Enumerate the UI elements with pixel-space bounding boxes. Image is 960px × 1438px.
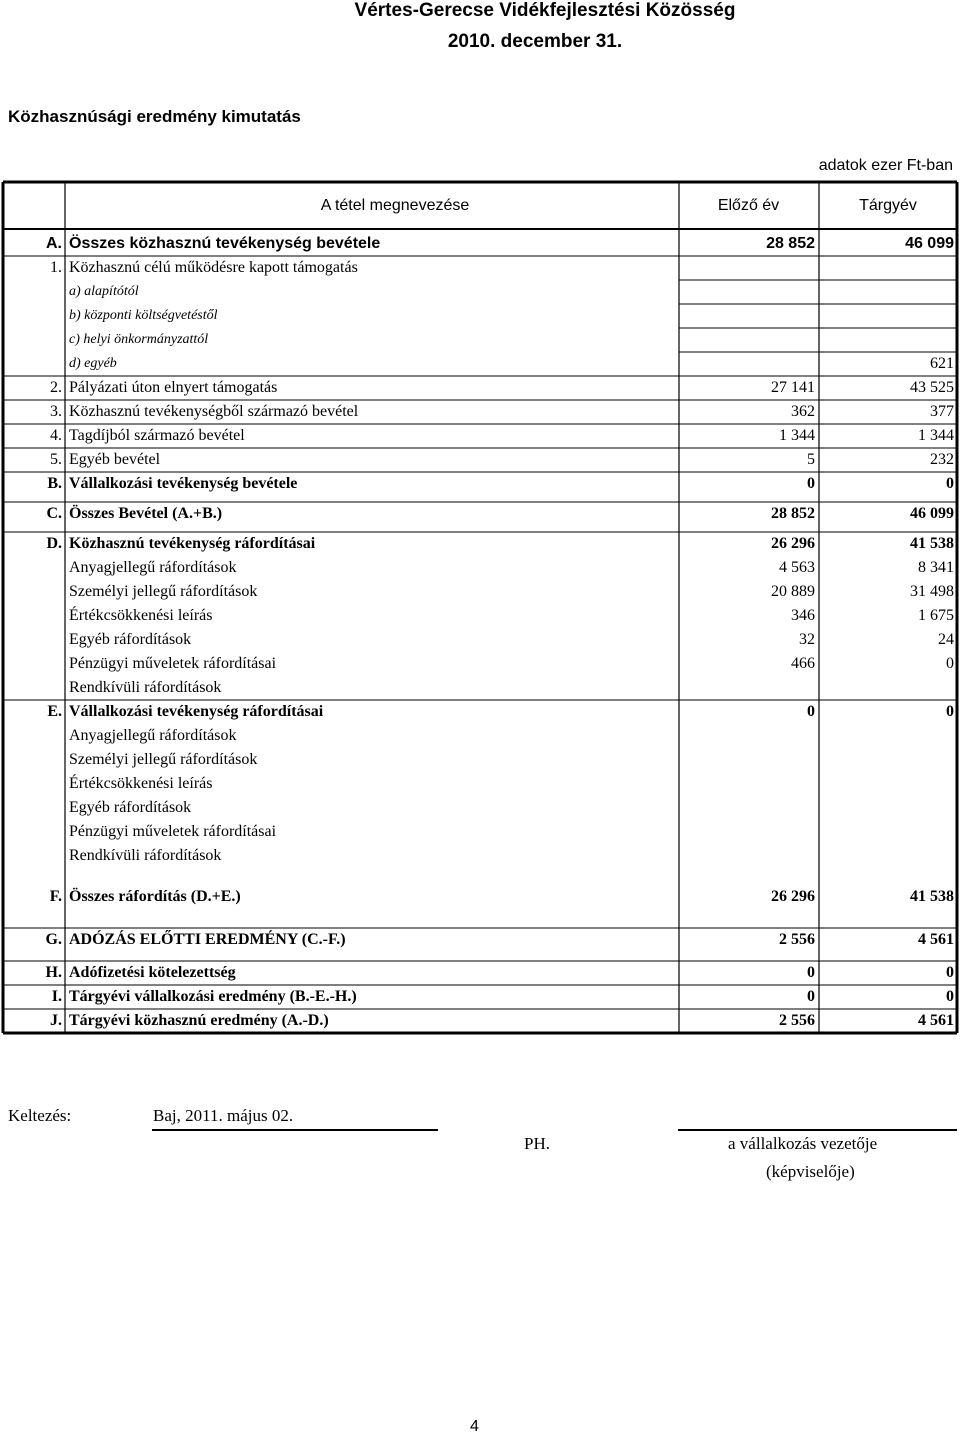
table-row bbox=[0, 424, 960, 448]
row-prev-year-value: 27 141 bbox=[771, 379, 815, 396]
table-row bbox=[0, 532, 960, 556]
row-label: c) helyi önkormányzattól bbox=[69, 332, 209, 347]
table-row bbox=[0, 724, 960, 748]
column-header-current-year: Tárgyév bbox=[859, 197, 917, 214]
column-header-prev-year: Előző év bbox=[717, 197, 780, 214]
row-label: Pályázati úton elnyert támogatás bbox=[69, 379, 278, 396]
row-label: Közhasznú célú működésre kapott támogatás bbox=[69, 259, 358, 276]
table-row bbox=[0, 676, 960, 700]
row-current-year-value: 1 675 bbox=[918, 607, 954, 624]
row-prev-year-value: 0 bbox=[807, 703, 815, 720]
table-row bbox=[0, 1009, 960, 1033]
row-prev-year-value: 0 bbox=[807, 964, 815, 981]
row-label: Személyi jellegű ráfordítások bbox=[69, 751, 258, 768]
row-label: ADÓZÁS ELŐTTI EREDMÉNY (C.-F.) bbox=[69, 931, 346, 948]
table-row bbox=[0, 885, 960, 909]
table-row bbox=[0, 796, 960, 820]
table-row bbox=[0, 580, 960, 604]
table-row bbox=[0, 448, 960, 472]
table-row bbox=[0, 628, 960, 652]
row-code: G. bbox=[45, 931, 62, 948]
row-prev-year-value: 0 bbox=[807, 988, 815, 1005]
row-label: Személyi jellegű ráfordítások bbox=[69, 583, 258, 600]
row-current-year-value: 41 538 bbox=[910, 535, 954, 552]
row-prev-year-value: 346 bbox=[791, 607, 815, 624]
row-current-year-value: 377 bbox=[930, 403, 954, 420]
table-row bbox=[0, 844, 960, 868]
row-current-year-value: 1 344 bbox=[918, 427, 954, 444]
row-label: Közhasznú tevékenység ráfordításai bbox=[69, 535, 316, 552]
unit-note: adatok ezer Ft-ban bbox=[818, 157, 953, 174]
row-current-year-value: 46 099 bbox=[905, 235, 954, 252]
row-code: 1. bbox=[50, 259, 62, 276]
row-label: b) központi költségvetéstől bbox=[69, 308, 218, 323]
table-row bbox=[0, 985, 960, 1009]
table-row bbox=[0, 232, 960, 256]
table-row bbox=[0, 820, 960, 844]
row-label: Rendkívüli ráfordítások bbox=[69, 847, 222, 864]
table-row bbox=[0, 928, 960, 952]
row-label: Vállalkozási tevékenység ráfordításai bbox=[69, 703, 324, 720]
table-row bbox=[0, 502, 960, 526]
row-prev-year-value: 2 556 bbox=[779, 931, 815, 948]
row-label: d) egyéb bbox=[69, 356, 117, 371]
row-prev-year-value: 26 296 bbox=[771, 888, 815, 905]
organization-name: Vértes-Gerecse Vidékfejlesztési Közösség bbox=[354, 0, 736, 21]
row-label: Anyagjellegű ráfordítások bbox=[69, 559, 237, 576]
table-row bbox=[0, 700, 960, 724]
signer-title: a vállalkozás vezetője bbox=[728, 1134, 878, 1153]
table-row bbox=[0, 376, 960, 400]
row-code: 4. bbox=[50, 427, 62, 444]
row-prev-year-value: 32 bbox=[799, 631, 815, 648]
row-label: Értékcsökkenési leírás bbox=[69, 775, 213, 792]
document-title: Közhasznúsági eredmény kimutatás bbox=[8, 107, 301, 126]
row-label: Egyéb ráfordítások bbox=[69, 631, 192, 648]
row-code: J. bbox=[50, 1012, 62, 1029]
page-number: 4 bbox=[470, 1418, 479, 1435]
table-row bbox=[0, 748, 960, 772]
row-code: 2. bbox=[50, 379, 62, 396]
row-prev-year-value: 28 852 bbox=[771, 505, 815, 522]
row-code: 3. bbox=[50, 403, 62, 420]
row-label: a) alapítótól bbox=[69, 284, 139, 299]
row-current-year-value: 43 525 bbox=[910, 379, 954, 396]
date-label: Keltezés: bbox=[8, 1106, 72, 1125]
row-current-year-value: 232 bbox=[930, 451, 954, 468]
row-current-year-value: 4 561 bbox=[918, 931, 954, 948]
row-prev-year-value: 4 563 bbox=[779, 559, 815, 576]
row-current-year-value: 4 561 bbox=[918, 1012, 954, 1029]
row-label: Tárgyévi közhasznú eredmény (A.-D.) bbox=[69, 1012, 329, 1029]
row-code: B. bbox=[47, 475, 62, 492]
row-label: Tárgyévi vállalkozási eredmény (B.-E.-H.) bbox=[69, 988, 357, 1005]
row-label: Összes Bevétel (A.+B.) bbox=[69, 505, 223, 522]
row-current-year-value: 0 bbox=[946, 475, 954, 492]
row-code: E. bbox=[47, 703, 62, 720]
row-label: Pénzügyi műveletek ráfordításai bbox=[69, 823, 277, 840]
row-prev-year-value: 1 344 bbox=[779, 427, 815, 444]
row-code: H. bbox=[45, 964, 62, 981]
row-code: I. bbox=[51, 988, 62, 1005]
stamp-mark: PH. bbox=[524, 1134, 550, 1153]
table-row bbox=[0, 352, 960, 376]
row-current-year-value: 41 538 bbox=[910, 888, 954, 905]
row-label: Összes közhasznú tevékenység bevétele bbox=[69, 235, 381, 252]
row-label: Összes ráfordítás (D.+E.) bbox=[69, 888, 241, 905]
row-current-year-value: 0 bbox=[946, 988, 954, 1005]
report-date: 2010. december 31. bbox=[447, 31, 623, 52]
row-current-year-value: 621 bbox=[930, 355, 954, 372]
table-row bbox=[0, 400, 960, 424]
table-row bbox=[0, 604, 960, 628]
row-label: Pénzügyi műveletek ráfordításai bbox=[69, 655, 277, 672]
row-label: Adófizetési kötelezettség bbox=[69, 964, 236, 981]
row-code: F. bbox=[49, 888, 62, 905]
table-row bbox=[0, 256, 960, 280]
table-row bbox=[0, 280, 960, 304]
row-prev-year-value: 362 bbox=[791, 403, 815, 420]
table-row bbox=[0, 652, 960, 676]
row-prev-year-value: 26 296 bbox=[771, 535, 815, 552]
row-code: D. bbox=[46, 535, 62, 552]
table-header-row bbox=[0, 194, 960, 218]
row-current-year-value: 24 bbox=[938, 631, 954, 648]
row-label: Egyéb ráfordítások bbox=[69, 799, 192, 816]
row-label: Vállalkozási tevékenység bevétele bbox=[69, 475, 298, 492]
row-current-year-value: 0 bbox=[946, 655, 954, 672]
table-row bbox=[0, 961, 960, 985]
table-row bbox=[0, 556, 960, 580]
row-current-year-value: 31 498 bbox=[910, 583, 954, 600]
row-current-year-value: 0 bbox=[946, 703, 954, 720]
row-prev-year-value: 0 bbox=[807, 475, 815, 492]
table-row bbox=[0, 772, 960, 796]
row-code: A. bbox=[46, 235, 62, 252]
table-row bbox=[0, 304, 960, 328]
row-current-year-value: 0 bbox=[946, 964, 954, 981]
row-code: C. bbox=[46, 505, 62, 522]
table-row bbox=[0, 472, 960, 496]
row-prev-year-value: 28 852 bbox=[766, 235, 815, 252]
row-label: Rendkívüli ráfordítások bbox=[69, 679, 222, 696]
row-prev-year-value: 466 bbox=[791, 655, 815, 672]
signer-subtitle: (képviselője) bbox=[766, 1162, 855, 1181]
row-prev-year-value: 2 556 bbox=[779, 1012, 815, 1029]
column-header-name: A tétel megnevezése bbox=[320, 197, 470, 214]
row-prev-year-value: 20 889 bbox=[771, 583, 815, 600]
row-label: Értékcsökkenési leírás bbox=[69, 607, 213, 624]
row-label: Anyagjellegű ráfordítások bbox=[69, 727, 237, 744]
row-label: Tagdíjból származó bevétel bbox=[69, 427, 245, 444]
row-code: 5. bbox=[50, 451, 62, 468]
row-prev-year-value: 5 bbox=[807, 451, 815, 468]
row-current-year-value: 46 099 bbox=[910, 505, 954, 522]
date-value: Baj, 2011. május 02. bbox=[153, 1106, 294, 1125]
row-label: Közhasznú tevékenységből származó bevétel bbox=[69, 403, 359, 420]
row-current-year-value: 8 341 bbox=[918, 559, 954, 576]
table-row bbox=[0, 328, 960, 352]
row-label: Egyéb bevétel bbox=[69, 451, 161, 468]
